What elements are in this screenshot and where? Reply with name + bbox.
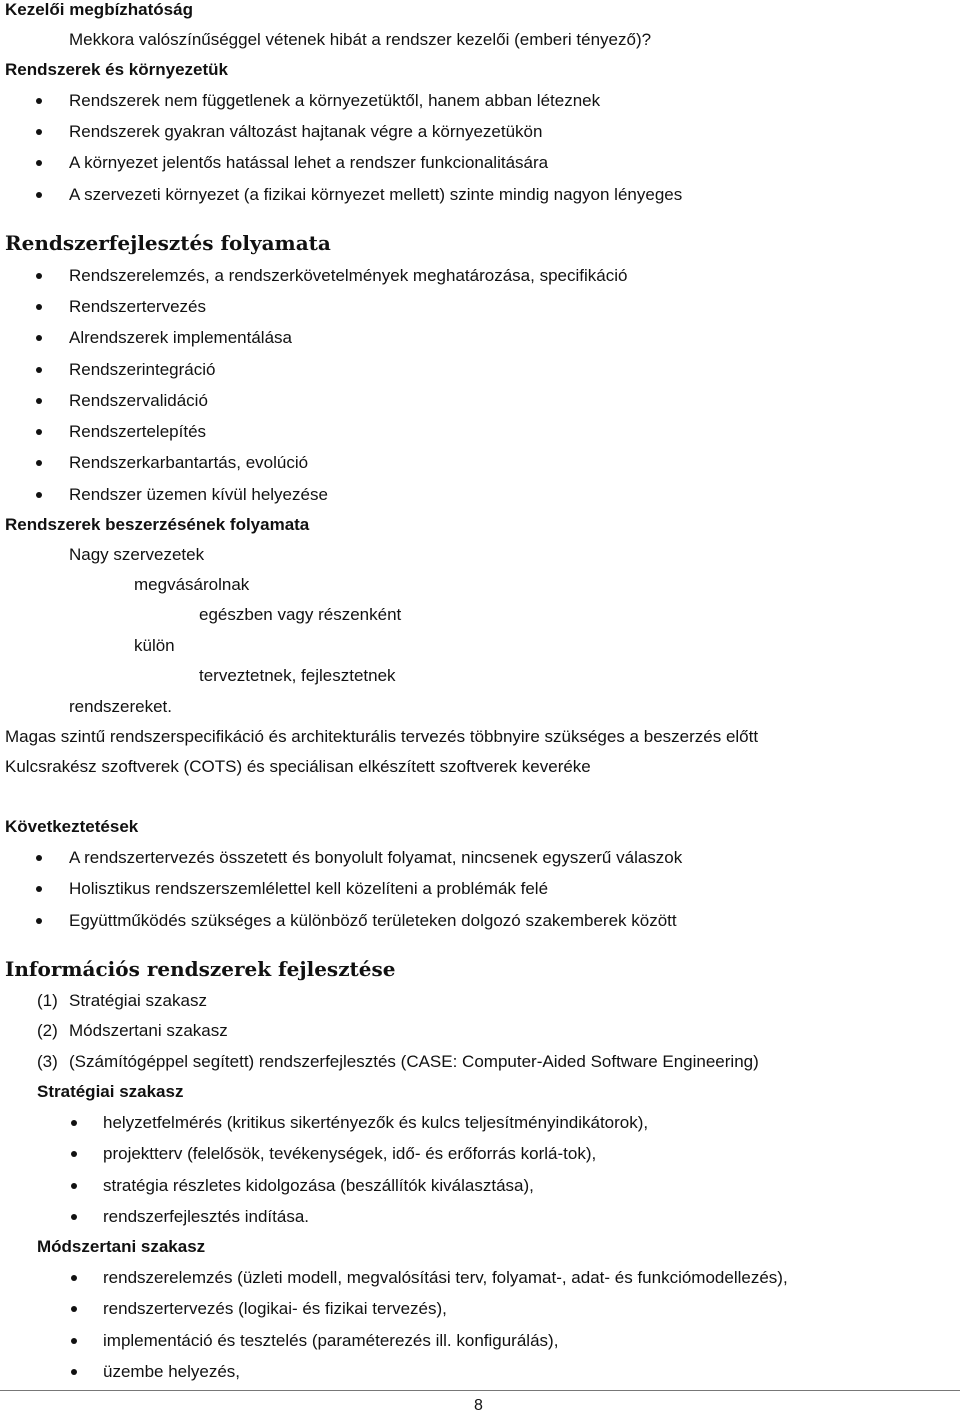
indented-line: külön — [134, 636, 175, 655]
list-item: A környezet jelentős hatással lehet a rendszer funkcionalitására — [69, 153, 549, 172]
list-item: Rendszertervezés — [69, 297, 207, 316]
subsection-title-modszertani: Módszertani szakasz — [37, 1237, 206, 1256]
bullet-icon — [36, 160, 42, 166]
list-item: Alrendszerek implementálása — [69, 328, 292, 347]
bullet-icon — [36, 398, 42, 404]
list-number: (2) — [37, 1021, 58, 1040]
bullet-icon — [36, 855, 42, 861]
indented-line: Nagy szervezetek — [69, 545, 205, 564]
bullet-icon — [36, 429, 42, 435]
list-item: A rendszertervezés összetett és bonyolult folyamat, nincsenek egyszerű válaszok — [69, 848, 683, 867]
section-title-kezeloi: Kezelői megbízhatóság — [5, 0, 193, 19]
list-item: Rendszerelemzés, a rendszerkövetelmények meghatározása, specifikáció — [69, 266, 628, 285]
bullet-icon — [71, 1369, 77, 1375]
list-item: Rendszerek nem függetlenek a környezetüktől, hanem abban léteznek — [69, 91, 601, 110]
bullet-icon — [71, 1120, 77, 1126]
list-item: helyzetfelmérés (kritikus sikertényezők és kulcs teljesítményindikátorok), — [103, 1113, 649, 1132]
list-item: implementáció és tesztelés (paraméterezés ill. konfigurálás), — [103, 1331, 559, 1350]
bullet-icon — [36, 918, 42, 924]
bullet-icon — [71, 1214, 77, 1220]
indented-line: rendszereket. — [69, 697, 172, 716]
list-item: üzembe helyezés, — [103, 1362, 241, 1381]
bullet-icon — [36, 192, 42, 198]
bullet-icon — [36, 304, 42, 310]
paragraph-line: Magas szintű rendszerspecifikáció és architekturális tervezés többnyire szükséges a beszerzés előtt — [5, 727, 759, 746]
list-number: (3) — [37, 1052, 58, 1071]
bullet-icon — [36, 129, 42, 135]
list-item: Módszertani szakasz — [69, 1021, 228, 1040]
paragraph-line: Mekkora valószínűséggel vétenek hibát a rendszer kezelői (emberi tényező)? — [69, 30, 652, 49]
bullet-icon — [71, 1275, 77, 1281]
list-item: Rendszerintegráció — [69, 360, 216, 379]
bullet-icon — [36, 367, 42, 373]
bullet-icon — [71, 1306, 77, 1312]
bullet-icon — [36, 460, 42, 466]
page-number: 8 — [474, 1397, 483, 1414]
list-item: Rendszer üzemen kívül helyezése — [69, 485, 328, 504]
list-item: projektterv (felelősök, tevékenységek, idő- és erőforrás korlá-tok), — [103, 1144, 597, 1163]
indented-line: terveztetnek, fejlesztetnek — [199, 666, 396, 685]
section-heading-info: Információs rendszerek fejlesztése — [5, 957, 396, 981]
bullet-icon — [36, 335, 42, 341]
bullet-icon — [71, 1338, 77, 1344]
list-item: rendszerelemzés (üzleti modell, megvalósítási terv, folyamat-, adat- és funkciómodellezés), — [103, 1268, 788, 1287]
section-title-beszerzes: Rendszerek beszerzésének folyamata — [5, 515, 310, 534]
bullet-icon — [36, 492, 42, 498]
list-item: Együttműködés szükséges a különböző területeken dolgozó szakemberek között — [69, 911, 677, 930]
bullet-icon — [36, 98, 42, 104]
section-title-kornyezet: Rendszerek és környezetük — [5, 60, 228, 79]
list-item: Stratégiai szakasz — [69, 991, 207, 1010]
subsection-title-strategiai: Stratégiai szakasz — [37, 1082, 184, 1101]
bullet-icon — [36, 886, 42, 892]
bullet-icon — [71, 1151, 77, 1157]
list-item: Rendszervalidáció — [69, 391, 208, 410]
list-item: stratégia részletes kidolgozása (beszállítók kiválasztása), — [103, 1176, 534, 1195]
footer-divider — [0, 1390, 960, 1391]
bullet-icon — [71, 1183, 77, 1189]
list-item: A szervezeti környezet (a fizikai környezet mellett) szinte mindig nagyon lényeges — [69, 185, 683, 204]
list-item: rendszertervezés (logikai- és fizikai tervezés), — [103, 1299, 447, 1318]
indented-line: egészben vagy részenként — [199, 605, 402, 624]
list-item: (Számítógéppel segített) rendszerfejlesztés (CASE: Computer-Aided Software Engineering) — [69, 1052, 759, 1071]
section-heading-fejlesztes: Rendszerfejlesztés folyamata — [5, 231, 331, 255]
list-item: Rendszerkarbantartás, evolúció — [69, 453, 309, 472]
list-item: Rendszertelepítés — [69, 422, 207, 441]
list-number: (1) — [37, 991, 58, 1010]
paragraph-line: Kulcsrakész szoftverek (COTS) és speciálisan elkészített szoftverek keveréke — [5, 757, 591, 776]
section-title-kovetkeztetesek: Következtetések — [5, 817, 139, 836]
list-item: rendszerfejlesztés indítása. — [103, 1207, 309, 1226]
indented-line: megvásárolnak — [134, 575, 250, 594]
bullet-icon — [36, 273, 42, 279]
list-item: Rendszerek gyakran változást hajtanak végre a környezetükön — [69, 122, 543, 141]
list-item: Holisztikus rendszerszemlélettel kell közelíteni a problémák felé — [69, 879, 549, 898]
